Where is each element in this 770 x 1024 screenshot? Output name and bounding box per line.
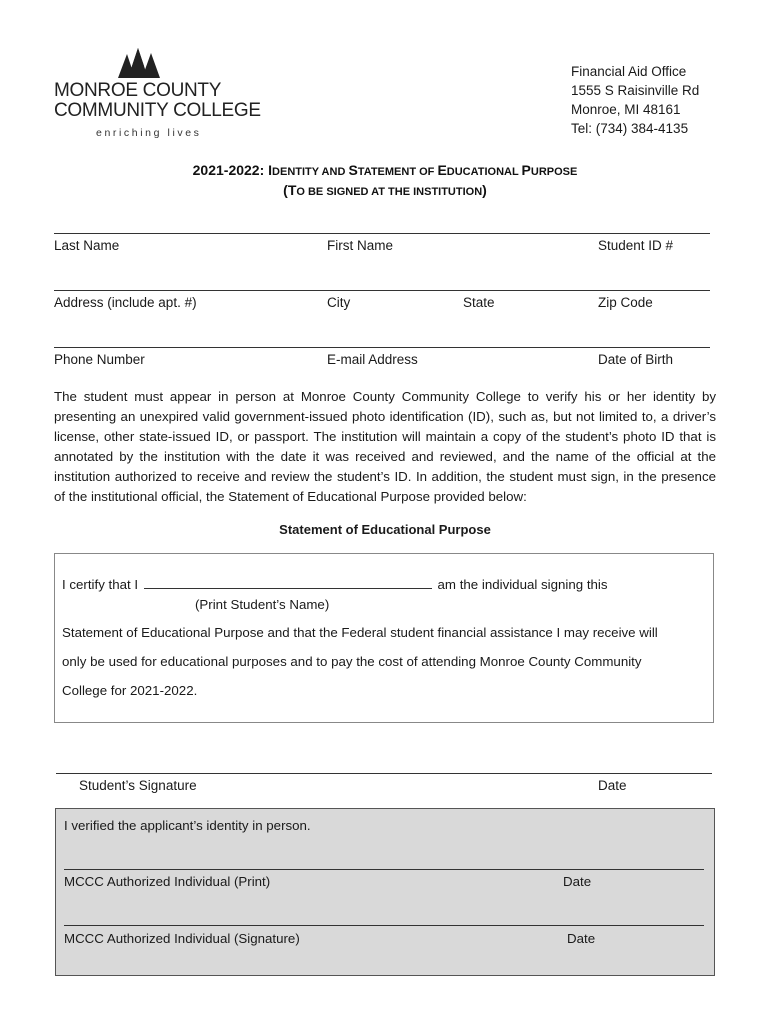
certify-prefix: I certify that I xyxy=(62,577,139,592)
instructions-paragraph: The student must appear in person at Monroe County Community College to verify his or her identity by presenting an unexpired valid government-issued photo identification (ID), such as, but not limited to, a driver’s license, other state-issued ID, or passport. The institution will maintain a copy of the student’s photo ID that is annotated by the institution with the date it was received and reviewed, and the name of the official at the institution authorized to receive and review the student’s ID. In addition, the student must sign, in the presence of the institutional official, the Statement of Educational Purpose provided below: xyxy=(54,389,716,504)
logo-line-2: COMMUNITY COLLEGE xyxy=(54,100,261,121)
authorized-signature-label: MCCC Authorized Individual (Signature) xyxy=(64,931,300,946)
logo-line-1: MONROE COUNTY xyxy=(54,80,222,101)
zip-code-label: Zip Code xyxy=(598,295,653,310)
phone-label: Phone Number xyxy=(54,352,145,367)
state-label: State xyxy=(463,295,495,310)
office-street: 1555 S Raisinville Rd xyxy=(571,83,700,98)
row1-input-line[interactable] xyxy=(54,233,710,234)
verification-text: I verified the applicant’s identity in person. xyxy=(64,818,311,833)
authorized-print-label: MCCC Authorized Individual (Print) xyxy=(64,874,271,889)
authorized-print-date-label: Date xyxy=(563,874,592,889)
first-name-label: First Name xyxy=(327,238,394,253)
row2-input-line[interactable] xyxy=(54,290,710,291)
authorized-print-line[interactable] xyxy=(64,869,704,870)
row3-input-line[interactable] xyxy=(54,347,710,348)
student-signature-date-label: Date xyxy=(598,778,627,793)
statement-line-2: Statement of Educational Purpose and that the Federal student financial assistance I may receive will xyxy=(62,625,658,640)
address-label: Address (include apt. #) xyxy=(54,295,197,310)
student-name-blank[interactable] xyxy=(144,576,432,589)
college-logo-mark-icon xyxy=(118,44,164,78)
statement-heading: Statement of Educational Purpose xyxy=(279,522,491,537)
city-label: City xyxy=(327,295,351,310)
certify-suffix: am the individual signing this xyxy=(437,577,608,592)
last-name-label: Last Name xyxy=(54,238,120,253)
authorized-signature-date-label: Date xyxy=(567,931,596,946)
certify-line xyxy=(62,576,608,592)
office-city: Monroe, MI 48161 xyxy=(571,102,681,117)
print-name-label: (Print Student’s Name) xyxy=(195,597,330,612)
student-signature-label: Student’s Signature xyxy=(79,778,197,793)
verification-box xyxy=(55,808,715,976)
office-name: Financial Aid Office xyxy=(571,64,687,79)
form-title-line-1: 2021-2022: IDENTITY AND STATEMENT OF EDUCATIONAL PURPOSE xyxy=(192,162,578,178)
statement-line-4: College for 2021-2022. xyxy=(62,683,198,698)
dob-label: Date of Birth xyxy=(598,352,674,367)
statement-line-3: only be used for educational purposes and to pay the cost of attending Monroe County Community xyxy=(62,654,642,669)
logo-tagline: enriching lives xyxy=(96,127,202,139)
office-phone: Tel: (734) 384-4135 xyxy=(571,121,689,136)
student-signature-line[interactable] xyxy=(56,773,712,774)
authorized-signature-line[interactable] xyxy=(64,925,704,926)
form-title-line-2: (TO BE SIGNED AT THE INSTITUTION) xyxy=(283,182,487,198)
email-label: E-mail Address xyxy=(327,352,418,367)
student-id-label: Student ID # xyxy=(598,238,674,253)
